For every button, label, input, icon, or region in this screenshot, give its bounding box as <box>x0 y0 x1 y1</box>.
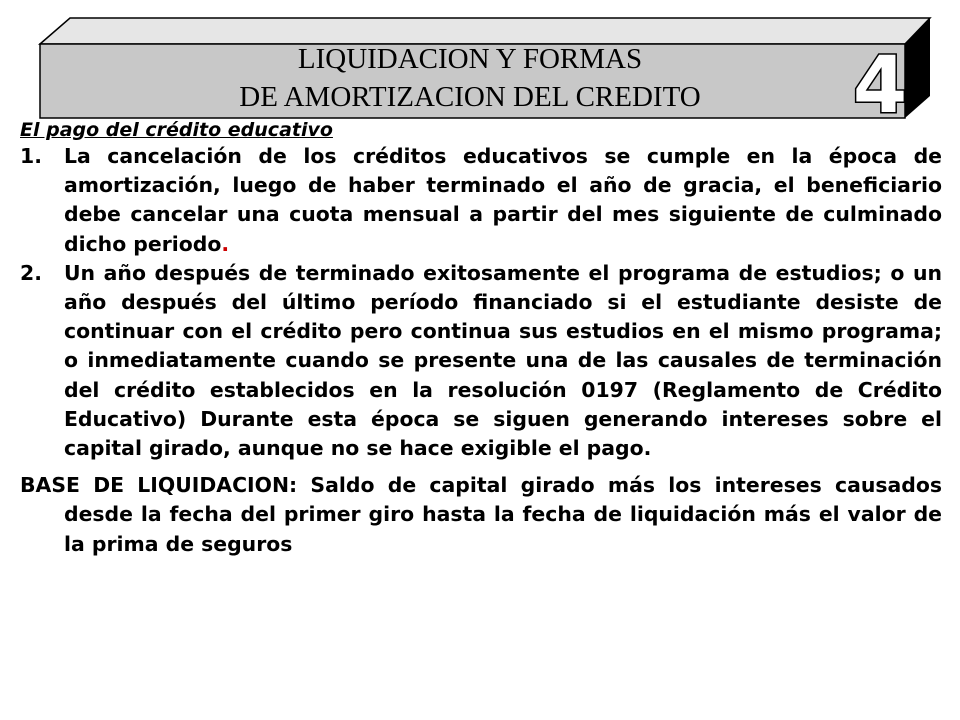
list-item-1 <box>20 142 942 259</box>
title-line-1: LIQUIDACION Y FORMAS <box>297 43 643 75</box>
section-heading: El pago del crédito educativo <box>20 119 333 141</box>
content-body <box>20 118 942 559</box>
list-text-2: Un año después de terminado exitosamente el programa de estudios; o un año después del último período financiado si el estudiante desiste de continuar con el crédito pero continua sus estudios en el mismo programa; o inmediatamente cuando se presente una de las causales de terminación del crédito establecidos en la resolución 0197 (Reglamento de Crédito Educativo) Durante esta época se siguen generando intereses sobre el capital girado, aunque no se hace exigible el pago. <box>64 260 942 461</box>
title-line-2: DE AMORTIZACION DEL CREDITO <box>239 81 701 113</box>
section-number: 4 <box>852 41 908 130</box>
page-title <box>150 40 790 116</box>
list-item-2 <box>20 259 942 463</box>
base-liquidacion: BASE DE LIQUIDACION: Saldo de capital girado más los intereses causados desde la fecha del primer giro hasta la fecha de liquidación más el valor de la prima de seguros <box>20 473 942 556</box>
list-text-1: La cancelación de los créditos educativos se cumple en la época de amortización, luego de haber terminado el año de gracia, el beneficiario debe cancelar una cuota mensual a partir del mes siguiente de culminado dicho periodo <box>64 144 942 256</box>
list-number-1: 1. <box>20 144 42 168</box>
list-number-2: 2. <box>20 260 42 285</box>
accent-period: . <box>221 231 230 256</box>
